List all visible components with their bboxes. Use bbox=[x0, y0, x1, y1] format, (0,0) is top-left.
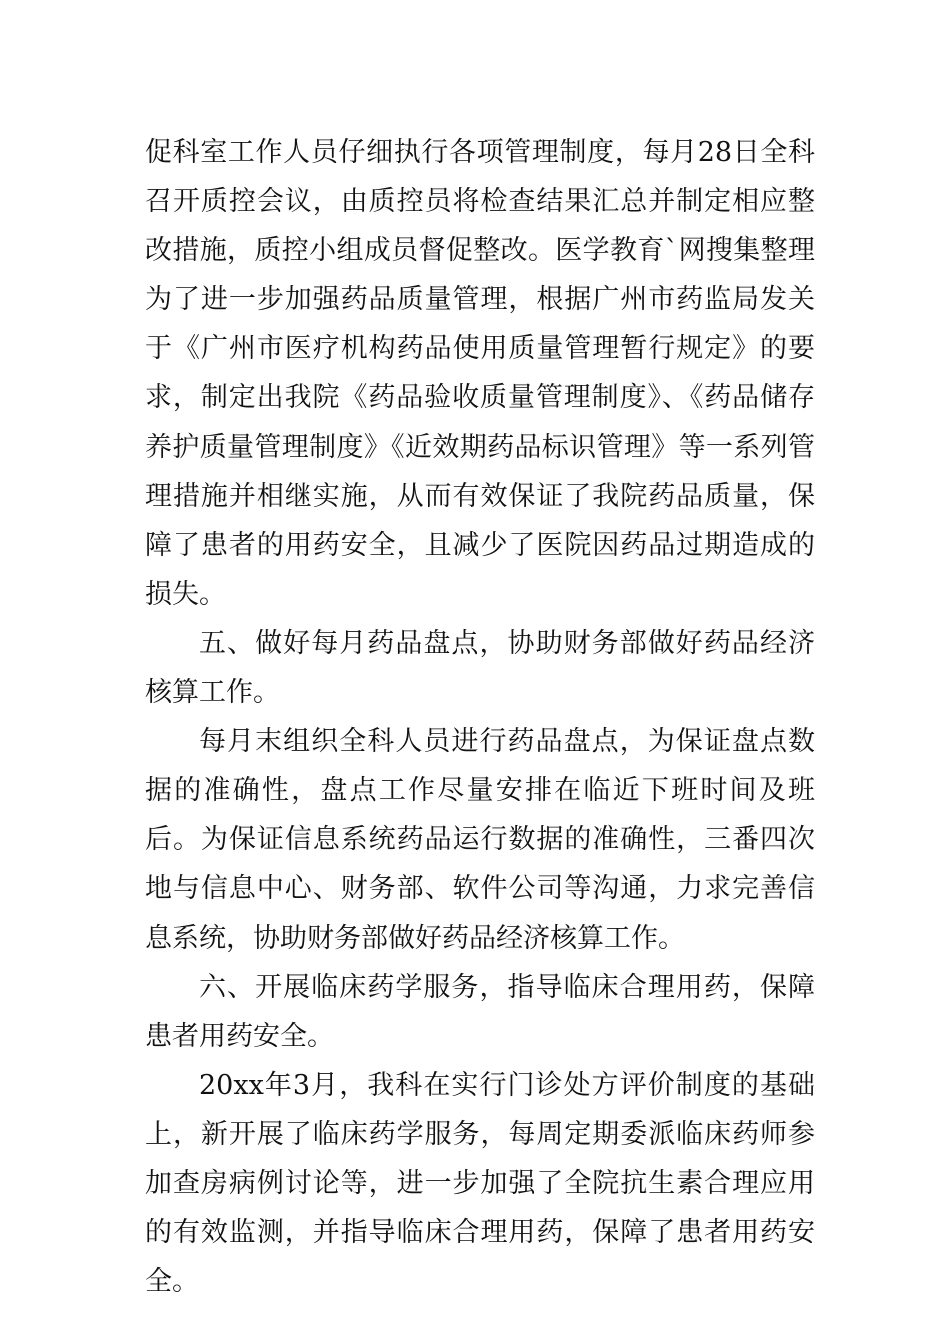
section-heading-six: 六、开展临床药学服务，指导临床合理用药，保障患者用药安全。 bbox=[145, 971, 815, 1052]
paragraph-continuation: 促科室工作人员仔细执行各项管理制度，每月28日全科召开质控会议，由质控员将检查结果汇总并制定相应整改措施，质控小组成员督促整改。医学教育`网搜集整理为了进一步加强药品质量管理，根据广州市药监局发关于《广州市医疗机构药品使用质量管理暂行规定》的要求，制定出我院《药品验收质量管理制度》、《药品储存养护质量管理制度》《近效期药品标识管理》等一系列管理措施并相继实施，从而有效保证了我院药品质量，保障了患者的用药安全，且减少了医院因药品过期造成的损失。 bbox=[145, 137, 815, 610]
paragraph-inventory: 每月末组织全科人员进行药品盘点，为保证盘点数据的准确性，盘点工作尽量安排在临近下班时间及班后。为保证信息系统药品运行数据的准确性，三番四次地与信息中心、财务部、软件公司等沟通，力求完善信息系统，协助财务部做好药品经济核算工作。 bbox=[145, 726, 815, 954]
paragraph-clinical-pharmacy: 20xx年3月，我科在实行门诊处方评价制度的基础上，新开展了临床药学服务，每周定期委派临床药师参加查房病例讨论等，进一步加强了全院抗生素合理应用的有效监测，并指导临床合理用药，保障了患者用药安全。 bbox=[145, 1069, 815, 1298]
document-body bbox=[145, 128, 815, 1306]
section-heading-five: 五、做好每月药品盘点，协助财务部做好药品经济核算工作。 bbox=[145, 627, 815, 709]
